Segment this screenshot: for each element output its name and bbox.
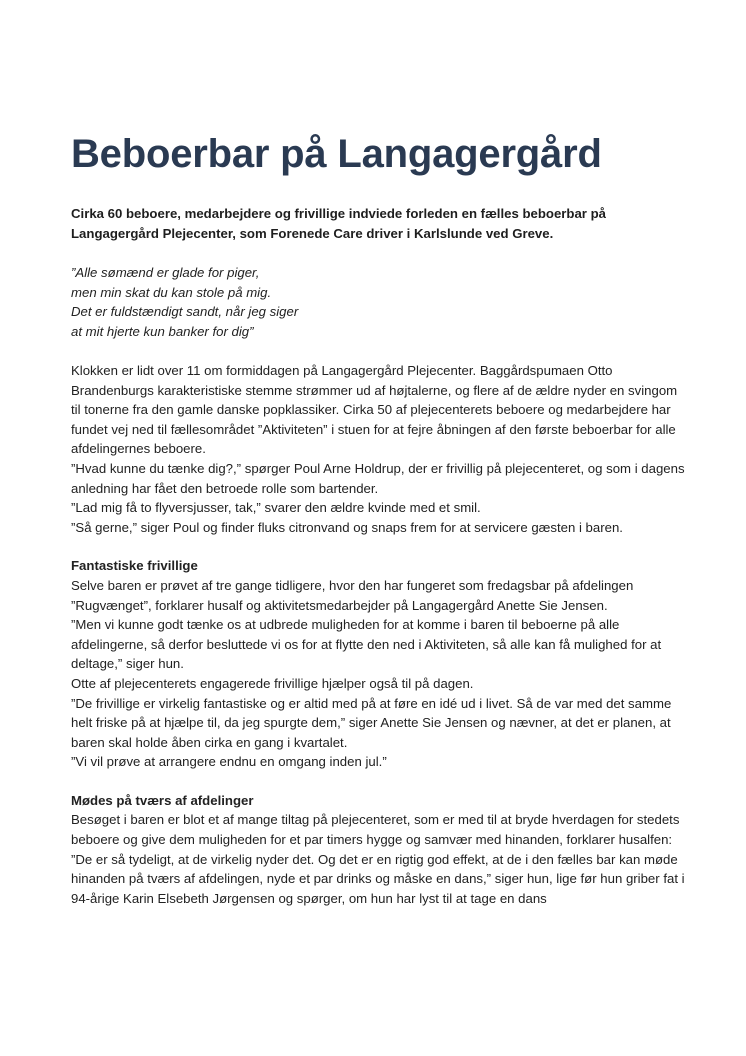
section-heading: Fantastiske frivillige — [71, 558, 198, 574]
body-paragraph: ”Vi vil prøve at arrangere endnu en omgang inden jul.” — [71, 754, 387, 770]
section-heading: Mødes på tværs af afdelinger — [71, 792, 254, 808]
body-paragraph: Otte af plejecenterets engagerede frivillige hjælper også til på dagen. — [71, 675, 474, 691]
section-moedes-paa-tvaers — [71, 791, 686, 909]
body-paragraph: ”Hvad kunne du tænke dig?,” spørger Poul Arne Holdrup, der er frivillig på plejecenteret, og som i dagens anledning har fået den betroede rolle som bartender. — [71, 460, 685, 496]
body-paragraph: Selve baren er prøvet af tre gange tidligere, hvor den har fungeret som fredagsbar på afdelingen ”Rugvænget”, forklarer husalf og aktivitetsmedarbejder på Langagergård Anette Sie Jensen. — [71, 577, 634, 613]
poem-line: men min skat du kan stole på mig. — [71, 284, 272, 300]
article-lead: Cirka 60 beboere, medarbejdere og frivillige indviede forleden en fælles beboerbar på Langagergård Plejecenter, som Forenede Care driver i Karlslunde ved Greve. — [71, 206, 606, 241]
poem-line: at mit hjerte kun banker for dig” — [71, 323, 254, 339]
body-paragraph: Besøget i baren er blot et af mange tiltag på plejecenteret, som er med til at bryde hverdagen for stedets beboere og give dem muligheden for et par timers hygge og samvær med hinanden, forklarer husalfen: — [71, 812, 680, 848]
body-paragraph: Klokken er lidt over 11 om formiddagen på Langagergård Plejecenter. Baggårdspumaen Otto Brandenburgs karakteristiske stemme strømmer ud af højtalerne, og flere af de ældre nyder en svingom til tonerne fra den gamle danske popklassiker. Cirka 50 af plejecenterets beboere og medarbejdere har fundet vej ned til fællesområdet ”Aktiviteten” i stuen for at fejre åbningen af den første beboerbar for alle afdelingernes beboere. — [71, 363, 678, 457]
article-title: Beboerbar på Langagergård — [71, 132, 602, 176]
intro-body — [71, 361, 686, 537]
poem-line: Det er fuldstændigt sandt, når jeg siger — [71, 304, 299, 319]
body-paragraph: ”Men vi kunne godt tænke os at udbrede muligheden for at komme i baren til beboerne på alle afdelingerne, så derfor besluttede vi os for at flytte den ned i Aktiviteten, så alle kan få mulighed for at deltage,” siger hun. — [71, 617, 662, 672]
poem-line: ”Alle sømænd er glade for piger, — [71, 265, 260, 280]
body-paragraph: ”Lad mig få to flyversjusser, tak,” svarer den ældre kvinde med et smil. — [71, 500, 481, 516]
body-paragraph: ”De frivillige er virkelig fantastiske og er altid med på at føre en idé ud i livet. Så de var med det samme helt friske på at hjælpe til, da jeg spurgte dem,” siger Anette Sie Jensen og nævner, at det er planen, at baren skal holde åben cirka en gang i kvartalet. — [71, 695, 672, 750]
body-paragraph: ”De er så tydeligt, at de virkelig nyder det. Og det er en rigtig god effekt, at de i den fælles bar kan møde hinanden på tværs af afdelingen, nyde et par drinks og måske en dans,” siger hun, lige før hun griber fat i 94-årige Karin Elsebeth Jørgensen og spørger, om hun har lyst til at tage en dans — [71, 851, 685, 906]
song-quote — [71, 263, 686, 341]
section-fantastiske-frivillige — [71, 556, 686, 772]
body-paragraph: ”Så gerne,” siger Poul og finder fluks citronvand og snaps frem for at servicere gæsten i baren. — [71, 519, 623, 535]
